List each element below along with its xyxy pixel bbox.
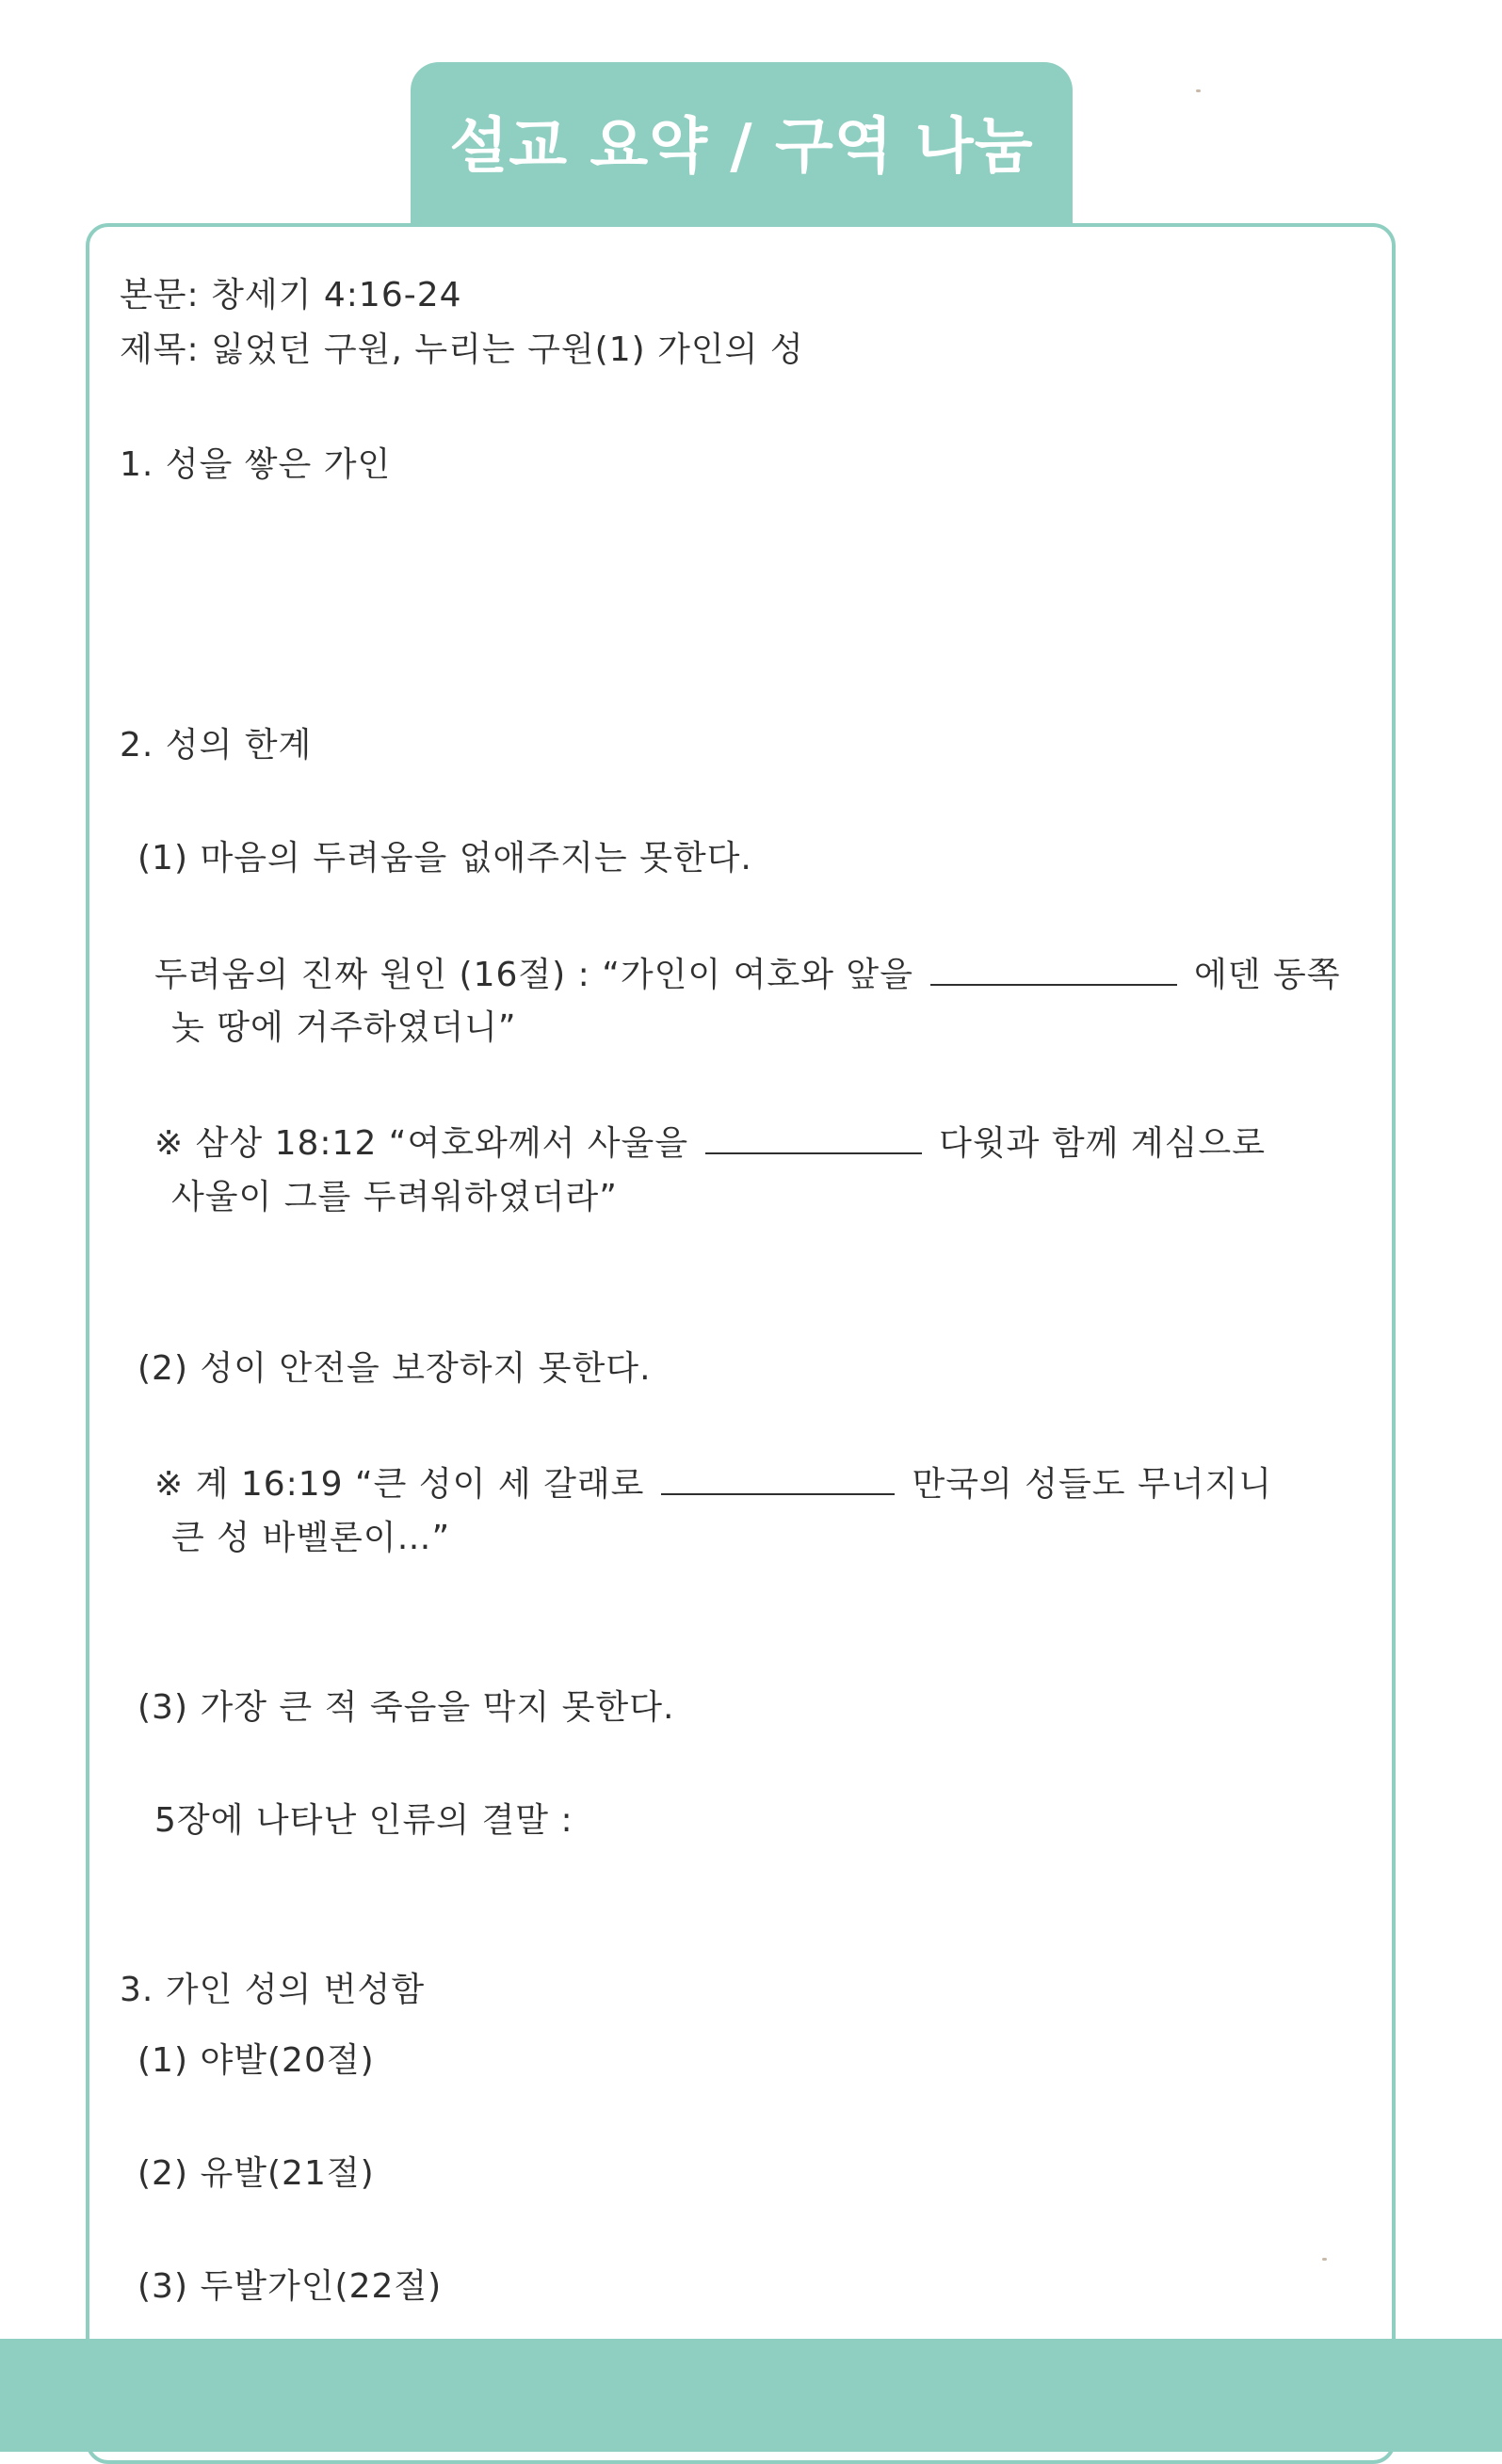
cause-text-end: 에덴 동쪽 xyxy=(1193,956,1341,994)
fill-in-blank[interactable] xyxy=(930,956,1177,986)
scripture-reference: 본문: 창세기 4:16-24 xyxy=(120,276,462,314)
fill-in-blank[interactable] xyxy=(661,1465,895,1495)
section1-heading: 1. 성을 쌓은 가인 xyxy=(120,445,392,484)
fill-in-blank[interactable] xyxy=(705,1124,922,1154)
cause-text-start: 두려움의 진짜 원인 (16절) : “가인이 여호와 앞을 xyxy=(154,956,913,994)
point1-heading: (1) 마음의 두려움을 없애주지는 못한다. xyxy=(137,839,752,878)
list-item: (1) 야발(20절) xyxy=(137,2041,375,2080)
point3-heading: (3) 가장 큰 적 죽음을 막지 못한다. xyxy=(137,1688,675,1727)
page-title: 설교 요약 / 구역 나눔 xyxy=(449,112,1034,182)
reference-continuation: 사울이 그를 두려워하였더라” xyxy=(171,1178,618,1216)
scan-speck xyxy=(1196,89,1201,92)
reference-text-end: 다윗과 함께 계심으로 xyxy=(939,1124,1266,1163)
point3-text: 5장에 나타난 인류의 결말 : xyxy=(154,1801,573,1840)
cross-reference-line xyxy=(154,1124,1266,1161)
scan-speck xyxy=(1322,2258,1327,2261)
section3-heading: 3. 가인 성의 번성함 xyxy=(120,1971,426,2009)
list-item: (3) 두발가인(22절) xyxy=(137,2267,443,2306)
point2-heading: (2) 성이 안전을 보장하지 못한다. xyxy=(137,1349,652,1388)
reference-text-start: ※ 삼상 18:12 “여호와께서 사울을 xyxy=(154,1124,689,1163)
section2-heading: 2. 성의 한계 xyxy=(120,726,313,765)
reference-continuation: 큰 성 바벨론이…” xyxy=(171,1519,451,1557)
cross-reference-line xyxy=(154,1465,1272,1502)
reference-text-start: ※ 계 16:19 “큰 성이 세 갈래로 xyxy=(154,1465,645,1504)
reference-text-end: 만국의 성들도 무너지니 xyxy=(912,1465,1273,1504)
footer-band xyxy=(0,2339,1502,2452)
content-card xyxy=(86,223,1396,2464)
cause-line xyxy=(154,956,1341,992)
cause-continuation: 놋 땅에 거주하였더니” xyxy=(171,1008,517,1047)
sermon-title: 제목: 잃었던 구원, 누리는 구원(1) 가인의 성 xyxy=(120,330,804,369)
list-item: (2) 유발(21절) xyxy=(137,2154,375,2193)
title-tab xyxy=(411,62,1073,228)
